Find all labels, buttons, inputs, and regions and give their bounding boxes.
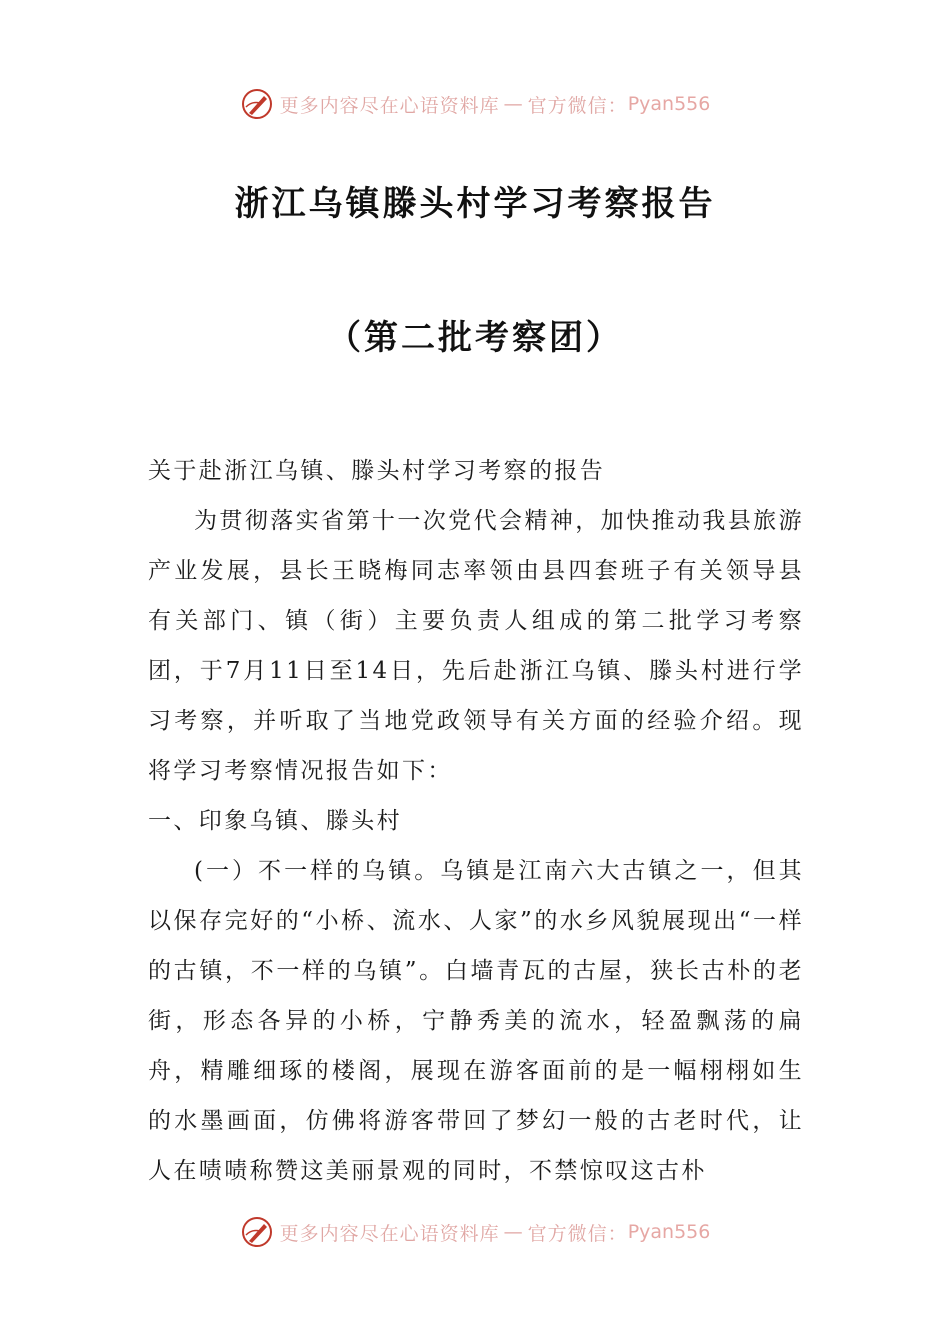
watermark-brand: Pyan556 bbox=[627, 93, 711, 115]
watermark-channel: 官方微信： bbox=[527, 94, 628, 117]
watermark-separator: — bbox=[503, 1221, 524, 1243]
pen-logo-icon bbox=[240, 1215, 274, 1249]
report-heading-line: 关于赴浙江乌镇、滕头村学习考察的报告 bbox=[148, 458, 606, 484]
document-subtitle: （第二批考察团） bbox=[327, 318, 623, 358]
watermark-header bbox=[0, 84, 950, 124]
wuzhen-paragraph: (一）不一样的乌镇。乌镇是江南六大古镇之一，但其以保存完好的“小桥、流水、人家”的水乡风貌展现出“一样的古镇，不一样的乌镇”。白墙青瓦的古屋，狭长古朴的老街，形态各异的小桥，宁静秀美的流水，轻盈飘荡的扁舟，精雕细琢的楼阁，展现在游客面前的是一幅栩栩如生的水墨画面，仿佛将游客带回了梦幻一般的古老时代，让人在啧啧称赞这美丽景观的同时，不禁惊叹这古朴 bbox=[148, 858, 804, 1184]
watermark-text: 更多内容尽在心语资料库 bbox=[279, 1222, 500, 1245]
watermark-channel: 官方微信： bbox=[527, 1222, 628, 1245]
document-title: 浙江乌镇滕头村学习考察报告 bbox=[234, 184, 716, 224]
watermark-footer bbox=[0, 1212, 950, 1252]
pen-logo-icon bbox=[240, 87, 274, 121]
intro-paragraph: 为贯彻落实省第十一次党代会精神，加快推动我县旅游产业发展，县长王晓梅同志率领由县四套班子有关领导县有关部门、镇（街）主要负责人组成的第二批学习考察团，于7月11日至14日，先后赴浙江乌镇、滕头村进行学习考察，并听取了当地党政领导有关方面的经验介绍。现将学习考察情况报告如下： bbox=[148, 508, 804, 784]
watermark-text: 更多内容尽在心语资料库 bbox=[279, 94, 500, 117]
document-body bbox=[148, 446, 804, 1196]
section-heading: 一、印象乌镇、滕头村 bbox=[148, 808, 402, 834]
watermark-brand: Pyan556 bbox=[627, 1221, 711, 1243]
watermark-separator: — bbox=[503, 93, 524, 115]
